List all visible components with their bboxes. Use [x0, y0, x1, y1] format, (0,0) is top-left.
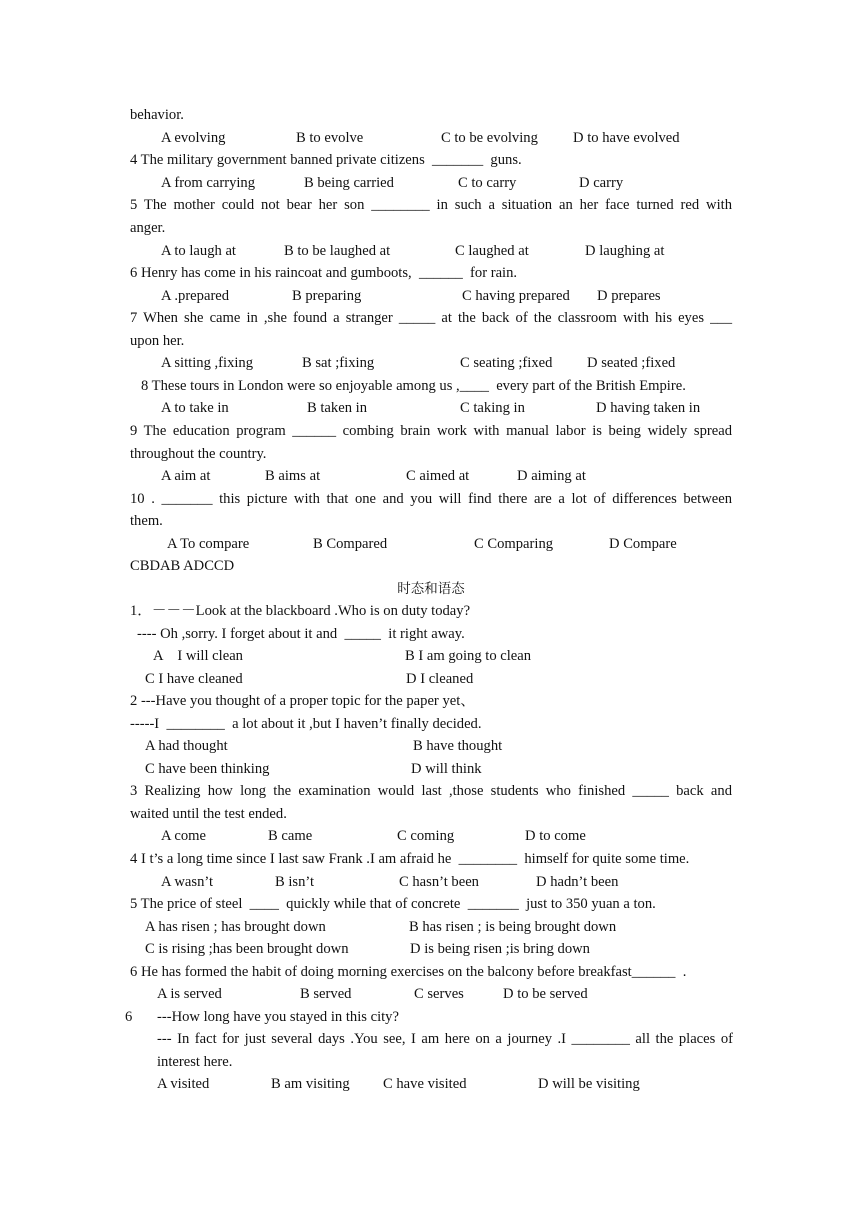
question-10-line-2: them. [130, 513, 163, 529]
p2-q3-option-b: B came [268, 828, 313, 844]
q6-option-a: A .prepared [161, 288, 230, 304]
q8-option-d: D having taken in [596, 400, 701, 416]
p2-question-5: 5 The price of steel ____ quickly while that of concrete _______ just to 350 yuan a ton. [130, 896, 656, 912]
p2-q2-option-a: A had thought [145, 738, 228, 754]
question-6: 6 Henry has come in his raincoat and gumboots, ______ for rain. [130, 265, 518, 281]
answer-key: CBDAB ADCCD [130, 558, 235, 574]
question-7-line-2: upon her. [130, 333, 185, 349]
p2-q3-option-c: C coming [397, 828, 455, 844]
p2-question-7-line-3: interest here. [157, 1054, 233, 1070]
p2-q2-option-d: D will think [411, 761, 482, 777]
question-9-line-2: throughout the country. [130, 446, 267, 462]
p2-q6-option-b: B served [300, 986, 352, 1002]
q9-option-a: A aim at [161, 468, 211, 484]
q3-option-a: A evolving [161, 130, 226, 146]
q5-option-c: C laughed at [455, 243, 529, 259]
p2-question-7-number: 6 [125, 1009, 133, 1025]
q5-option-a: A to laugh at [161, 243, 236, 259]
p2-q4-option-a: A wasn’t [161, 874, 214, 890]
p2-question-6: 6 He has formed the habit of doing morning exercises on the balcony before breakfast______ . [130, 964, 687, 980]
section-title: 时态和语态 [397, 581, 465, 597]
p2-q4-option-d: D hadn’t been [536, 874, 619, 890]
q6-option-b: B preparing [292, 288, 362, 304]
question-5-line-2: anger. [130, 220, 166, 236]
q6-option-c: C having prepared [462, 288, 570, 304]
p2-q5-option-c: C is rising ;has been brought down [145, 941, 349, 957]
p2-q7-option-b: B am visiting [271, 1076, 350, 1092]
q7-option-b: B sat ;fixing [302, 355, 375, 371]
p2-question-3-line-2: waited until the test ended. [130, 806, 287, 822]
q9-option-c: C aimed at [406, 468, 470, 484]
p2-q1-option-c: C I have cleaned [145, 671, 243, 687]
q3-option-c: C to be evolving [441, 130, 538, 146]
p2-q2-option-b: B have thought [413, 738, 503, 754]
q7-option-c: C seating ;fixed [460, 355, 553, 371]
q10-option-a: A To compare [167, 536, 250, 552]
p2-q5-option-b: B has risen ; is being brought down [409, 919, 617, 935]
q5-option-b: B to be laughed at [284, 243, 391, 259]
p2-q1-option-d: D I cleaned [406, 671, 474, 687]
p2-q6-option-a: A is served [157, 986, 222, 1002]
q8-option-b: B taken in [307, 400, 367, 416]
p2-q5-option-d: D is being risen ;is bring down [410, 941, 590, 957]
q10-option-d: D Compare [609, 536, 677, 552]
p2-q1-option-b: B I am going to clean [405, 648, 532, 664]
p2-q5-option-a: A has risen ; has brought down [145, 919, 326, 935]
q4-option-b: B being carried [304, 175, 394, 191]
question-7-line-1: 7 When she came in ,she found a stranger _____ at the back of the classroom with his eyes ___ [130, 310, 732, 326]
p2-question-7-line-2: --- In fact for just several days .You see, I am here on a journey .I ________ all the places of [157, 1031, 733, 1047]
q6-option-d: D prepares [597, 288, 661, 304]
p2-q3-option-a: A come [161, 828, 206, 844]
q9-option-b: B aims at [265, 468, 321, 484]
question-5-line-1: 5 The mother could not bear her son ________ in such a situation an her face turned red with [130, 197, 732, 213]
p2-q7-option-a: A visited [157, 1076, 210, 1092]
p2-question-3-line-1: 3 Realizing how long the examination would last ,those students who finished _____ back and [130, 783, 732, 799]
p2-question-1-line-1: 1．－－－Look at the blackboard .Who is on duty today? [130, 603, 471, 619]
question-9-line-1: 9 The education program ______ combing brain work with manual labor is being widely spread [130, 423, 732, 439]
q8-option-a: A to take in [161, 400, 229, 416]
p2-question-7-line-1: ---How long have you stayed in this city? [157, 1009, 399, 1025]
p2-q4-option-c: C hasn’t been [399, 874, 479, 890]
p2-question-1-line-2: ---- Oh ,sorry. I forget about it and _____ it right away. [137, 626, 465, 642]
question-4: 4 The military government banned private citizens _______ guns. [130, 152, 522, 168]
q4-option-c: C to carry [458, 175, 517, 191]
p2-q3-option-d: D to come [525, 828, 586, 844]
p2-q2-option-c: C have been thinking [145, 761, 270, 777]
q3-tail: behavior. [130, 107, 184, 123]
q10-option-c: C Comparing [474, 536, 554, 552]
p2-q6-option-d: D to be served [503, 986, 588, 1002]
q4-option-d: D carry [579, 175, 624, 191]
p2-question-2-line-2: -----I ________ a lot about it ,but I haven’t finally decided. [130, 716, 482, 732]
q9-option-d: D aiming at [517, 468, 586, 484]
q8-option-c: C taking in [460, 400, 525, 416]
p2-question-4: 4 I t’s a long time since I last saw Frank .I am afraid he ________ himself for quite some time. [130, 851, 690, 867]
p2-q7-option-c: C have visited [383, 1076, 467, 1092]
p2-q1-option-a: A I will clean [153, 648, 243, 664]
q5-option-d: D laughing at [585, 243, 665, 259]
q10-option-b: B Compared [313, 536, 388, 552]
q4-option-a: A from carrying [161, 175, 256, 191]
q3-option-b: B to evolve [296, 130, 364, 146]
p2-q6-option-c: C serves [414, 986, 464, 1002]
question-8: 8 These tours in London were so enjoyable among us ,____ every part of the British Empire. [141, 378, 686, 394]
p2-question-2-line-1: 2 ---Have you thought of a proper topic for the paper yet、 [130, 693, 475, 709]
p2-q4-option-b: B isn’t [275, 874, 315, 890]
q3-option-d: D to have evolved [573, 130, 680, 146]
question-10-line-1: 10 . _______ this picture with that one and you will find there are a lot of differences between [130, 491, 732, 507]
q7-option-d: D seated ;fixed [587, 355, 676, 371]
q7-option-a: A sitting ,fixing [161, 355, 254, 371]
p2-q7-option-d: D will be visiting [538, 1076, 640, 1092]
